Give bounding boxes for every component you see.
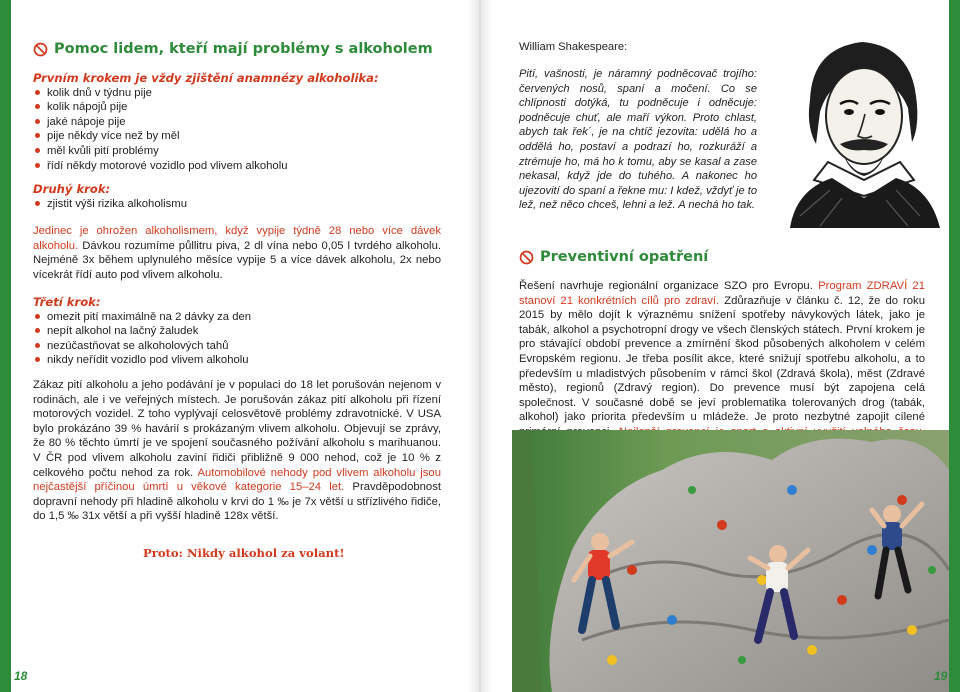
prevention-red1: Program ZDRAVÍ 21 stanoví 21 konkrétních cílů pro zdraví. <box>519 280 925 307</box>
list-item: nikdy neřídit vozidlo pod vlivem alkoholu <box>33 353 443 368</box>
list-item: nepít alkohol na lačný žaludek <box>33 324 443 339</box>
right-heading-text: Preventivní opatření <box>540 249 709 265</box>
list-item: řídí někdy motorové vozidlo pod vlivem alkoholu <box>33 159 443 174</box>
step1-list <box>33 86 443 174</box>
step3-title: Třetí krok: <box>33 295 101 309</box>
step3-block <box>33 295 443 368</box>
left-page-edge <box>0 0 11 692</box>
list-item: nezúčastňovat se alkoholových tahů <box>33 339 443 354</box>
prevention-paragraph <box>519 279 925 454</box>
prohibition-icon <box>33 42 48 57</box>
step3-list <box>33 310 443 368</box>
list-item: kolik dnů v týdnu pije <box>33 86 443 101</box>
left-heading-text: Pomoc lidem, kteří mají problémy s alkoholem <box>54 41 433 57</box>
risk-paragraph-red: Jedinec je ohrožen alkoholismem, když vypije týdně 28 nebo více dávek alkoholu. <box>33 225 441 252</box>
risk-paragraph-text: Dávkou rozumíme půllitru piva, 2 dl vína nebo 0,05 l tvrdého alkoholu. Nejméně 3x během uplynulého měsíce vypije 5 a více dávek alkoholu, 2x nebo vícekrát řídí auto pod vlivem alkoholu. <box>33 239 441 281</box>
list-item: měl kvůli pití problémy <box>33 144 443 159</box>
step2-title: Druhý krok: <box>33 182 111 196</box>
right-page-edge <box>949 0 960 692</box>
list-item: kolik nápojů pije <box>33 100 443 115</box>
risk-paragraph <box>33 224 441 282</box>
law-paragraph-red: Automobilové nehody pod vlivem alkoholu jsou nejčastější příčinou úmrtí u věkové kategorie 15–24 let. <box>33 466 441 494</box>
list-item: pije někdy více než by měl <box>33 129 443 144</box>
prohibition-icon <box>519 250 534 265</box>
shakespeare-quote: Pití, vašnosti, je náramný podněcovač trojího: červených nosů, spaní a močení. Co se chlípnosti dotýká, tu podněcuje i odněcuje: podněcuje chuť, ale maří výkon. Proto chlast, abych tak řek´, je na chtíč jezovita: udělá ho a oddělá ho, postaví a podrazí ho, rozkuráží a ztrémuje ho, má ho k tomu, aby se kasal a zase nekasal, když jde do tuhého. A nakonec ho ujezovití do spaní a řekne mu: I kdež, vždyť je to lež, než něco chceš, lehni a lež. A nechá ho tak. <box>519 68 757 212</box>
list-item: omezit pití maximálně na 2 dávky za den <box>33 310 443 325</box>
step2-block <box>33 182 443 211</box>
climbing-wall-photo <box>512 430 949 692</box>
page-number-left: 18 <box>14 669 28 683</box>
law-paragraph-b: Pravděpodobnost dopravní nehody při hladině alkoholu v krvi do 1 ‰ je 7x větší u střízlivého řidiče, do 1,5 ‰ 31x větší a při vyšší hladině 128x větší. <box>33 481 441 523</box>
book-spine <box>468 0 492 692</box>
quote-author: William Shakespeare: <box>519 41 628 53</box>
list-item: jaké nápoje pije <box>33 115 443 130</box>
step1-title: Prvním krokem je vždy zjištění anamnézy alkoholika: <box>33 71 379 85</box>
left-heading <box>33 41 433 57</box>
law-paragraph <box>33 378 441 524</box>
prevention-b: Zdůrazňuje v článku č. 12, že do roku 2015 by mělo dojít k výraznému snížení spotřeby návykových látek, jako je tabák, alkohol a psychotropní drogy ve všech členských státech. První krokem je pro stávající období prevence a zmírnění škod působených alkoholem v celém Evropském regionu. Je třeba posílit akce, které snižují spotřebu alkoholu, a to především u mladistvých působením v rámci škol (Zdravá škola), měst (Zdravé město), regionů (Zdravý region). Do prevence musí být zapojena celá společnost. V současné době se jeví problematika tolerovaných drog (tabák, alkohol) jako priorita především u mládeže. Je proto nezbytné zapojit cílené <box>519 294 925 424</box>
page-number-right: 19 <box>934 669 948 683</box>
shakespeare-portrait <box>770 30 948 228</box>
law-paragraph-a: Zákaz pití alkoholu a jeho podávání je v populaci do 18 let porušován nejenom v rodinách, ale i ve veřejných místech. Je porušován zákaz pití alkoholu při řízení motorových vozidel. Z toho vyplývají celosvětově problémy zdravotnické. V USA bylo prokázáno 39 % havárií s prokázaným vlivem alkoholu. Objevují se zprávy, že 80 % těchto úmrtí je ve spojení současného požívání alkoholu s marihuanou. V ČR pod vlivem alkoholu zaviní řidiči přibližně 9 000 nehod, což je 10 % z celkového počtu nehod za rok. <box>33 379 441 479</box>
slogan: Proto: Nikdy alkohol za volant! <box>143 546 345 560</box>
step2-list <box>33 197 443 212</box>
list-item: zjistit výši rizika alkoholismu <box>33 197 443 212</box>
step1-block <box>33 71 443 173</box>
right-heading <box>519 249 708 265</box>
prevention-a: Řešení navrhuje regionální organizace SZO pro Evropu. <box>519 280 819 292</box>
